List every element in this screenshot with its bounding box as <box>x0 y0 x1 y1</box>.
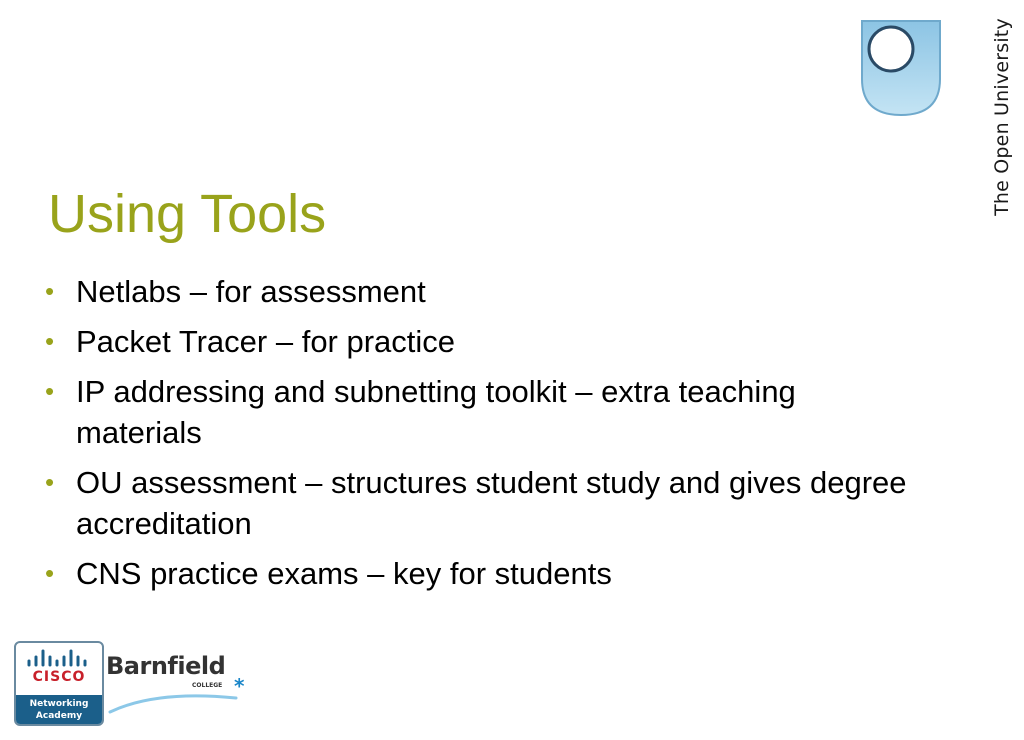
ou-shield-icon <box>860 19 942 117</box>
bullet-icon: • <box>45 376 55 406</box>
bullet-item <box>44 321 914 362</box>
bullet-text: Netlabs – for assessment <box>76 274 426 309</box>
cisco-line-networking: Networking <box>29 699 89 709</box>
bullet-text: OU assessment – structures student study and gives degree accreditation <box>76 465 907 541</box>
bullet-list <box>44 271 914 603</box>
bullet-item <box>44 553 914 594</box>
cisco-wordmark: CISCO <box>32 669 86 685</box>
bullet-text: Packet Tracer – for practice <box>76 324 456 359</box>
cisco-logo <box>14 641 104 726</box>
barnfield-logo <box>106 652 256 716</box>
bullet-text: IP addressing and subnetting toolkit – extra teaching materials <box>76 374 796 450</box>
cisco-line-academy: Academy <box>35 711 83 721</box>
bullet-icon: • <box>45 467 55 497</box>
bullet-icon: • <box>45 558 55 588</box>
barnfield-swoosh-icon <box>106 688 246 716</box>
barnfield-wordmark: Barnfield <box>106 652 226 680</box>
cisco-academy-band <box>16 695 102 726</box>
bullet-text: CNS practice exams – key for students <box>76 556 612 591</box>
bullet-icon: • <box>45 276 55 306</box>
barnfield-star-icon: * <box>234 674 245 698</box>
ou-wordmark-text: The Open University <box>991 18 1013 216</box>
barnfield-college-label: COLLEGE <box>192 682 223 689</box>
bullet-item <box>44 462 914 544</box>
bullet-icon: • <box>45 326 55 356</box>
ou-wordmark <box>990 20 1014 214</box>
slide-title: Using Tools <box>48 184 327 244</box>
bullet-item <box>44 371 914 453</box>
bullet-item <box>44 271 914 312</box>
